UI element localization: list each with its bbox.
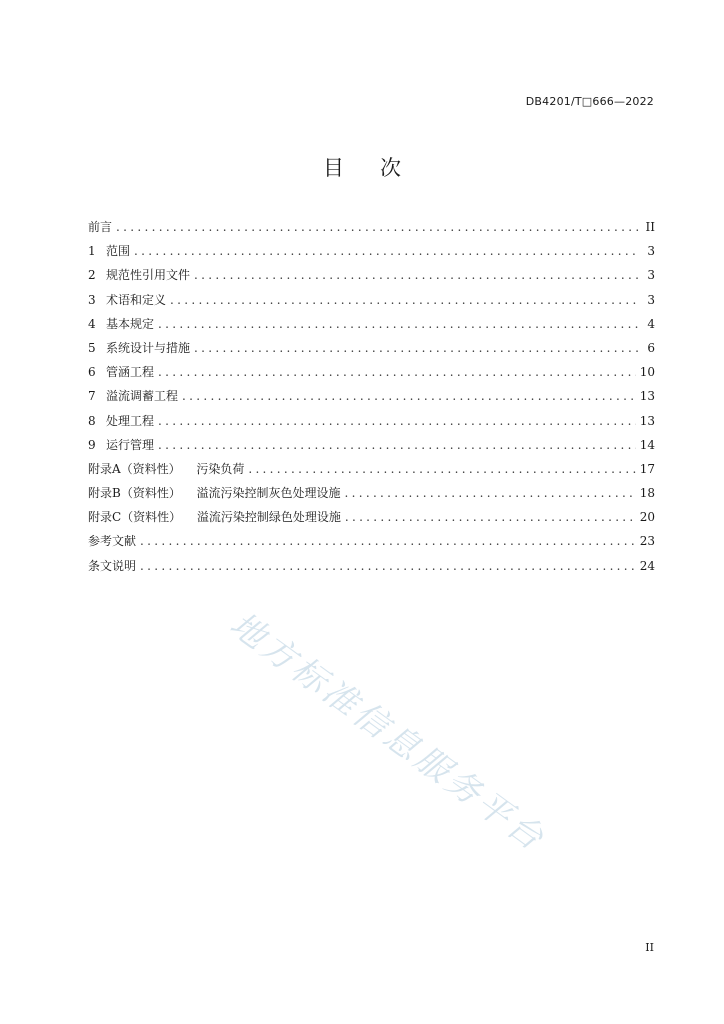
toc-entry-page: 20 (639, 510, 655, 525)
toc-entry-page: 17 (639, 461, 655, 476)
toc-entry[interactable] (88, 508, 655, 532)
toc-entry[interactable] (88, 436, 655, 460)
toc-entry-page: 24 (639, 558, 655, 573)
toc-entry[interactable] (88, 218, 655, 242)
toc-dot-leader (140, 534, 636, 548)
toc-entry-number: 7 (88, 389, 96, 404)
toc-dot-leader (170, 293, 639, 307)
toc-entry-label: 运行管理 (106, 437, 155, 452)
watermark: 地方标准信息服务平台 (222, 604, 554, 861)
toc-entry-page: 3 (647, 292, 655, 307)
toc-dot-leader (345, 510, 636, 524)
toc-entry-number: 8 (88, 413, 96, 428)
toc-entry-separator (181, 486, 189, 500)
toc-entry-label: 参考文献 (88, 534, 137, 549)
toc-entry-label: 处理工程 (106, 413, 155, 428)
toc-entry[interactable] (88, 460, 655, 484)
toc-dot-leader (194, 341, 639, 355)
toc-entry-number: 9 (88, 437, 96, 452)
toc-entry-label: 溢流调蓄工程 (106, 389, 179, 404)
table-of-contents (88, 218, 655, 581)
toc-dot-leader (158, 438, 636, 452)
toc-dot-leader (248, 462, 635, 476)
toc-dot-leader (158, 317, 639, 331)
toc-entry-number: 3 (88, 292, 96, 307)
page-number: II (645, 941, 654, 954)
toc-entry[interactable] (88, 412, 655, 436)
toc-entry-page: 10 (639, 365, 655, 380)
toc-entry-number: 4 (88, 316, 96, 331)
toc-entry-number: 2 (88, 268, 96, 283)
toc-entry-label: 附录A（资料性） (88, 461, 181, 476)
toc-entry-label: 范围 (106, 244, 131, 259)
toc-entry-label: 系统设计与措施 (106, 340, 191, 355)
toc-entry[interactable] (88, 363, 655, 387)
toc-entry[interactable] (88, 387, 655, 411)
toc-entry[interactable] (88, 339, 655, 363)
toc-dot-leader (140, 559, 636, 573)
toc-entry-page: 23 (639, 534, 655, 549)
toc-dot-leader (158, 365, 636, 379)
toc-entry-sublabel: 溢流污染控制绿色处理设施 (196, 510, 341, 525)
toc-entry[interactable] (88, 242, 655, 266)
toc-entry-page: II (645, 220, 655, 234)
toc-entry-page: 3 (647, 268, 655, 283)
toc-entry-number: 6 (88, 365, 96, 380)
toc-entry[interactable] (88, 291, 655, 315)
toc-entry[interactable] (88, 532, 655, 556)
toc-entry-label: 附录B（资料性） (88, 486, 181, 501)
toc-entry[interactable] (88, 315, 655, 339)
toc-dot-leader (344, 486, 635, 500)
toc-entry-page: 18 (639, 486, 655, 501)
toc-entry[interactable] (88, 484, 655, 508)
toc-entry-label: 管涵工程 (106, 365, 155, 380)
toc-entry-page: 6 (647, 340, 655, 355)
toc-entry-label: 条文说明 (88, 558, 137, 573)
toc-entry-label: 规范性引用文件 (106, 268, 191, 283)
toc-dot-leader (158, 414, 636, 428)
toc-dot-leader (182, 389, 636, 403)
toc-entry[interactable] (88, 266, 655, 290)
toc-entry-page: 13 (639, 413, 655, 428)
toc-entry-sublabel: 溢流污染控制灰色处理设施 (196, 486, 341, 501)
toc-entry-page: 14 (639, 437, 655, 452)
toc-entry-number: 1 (88, 244, 96, 259)
toc-title: 目次 (323, 156, 437, 180)
toc-entry-label: 附录C（资料性） (88, 510, 182, 525)
toc-entry-page: 3 (647, 244, 655, 259)
toc-entry-label: 术语和定义 (106, 292, 167, 307)
toc-entry-page: 4 (647, 316, 655, 331)
toc-entry-sublabel: 污染负荷 (196, 461, 245, 476)
toc-entry-page: 13 (639, 389, 655, 404)
document-code: DB4201/T□666—2022 (525, 95, 654, 108)
toc-entry[interactable] (88, 557, 655, 581)
toc-entry-label: 基本规定 (106, 316, 155, 331)
toc-dot-leader (116, 220, 639, 234)
toc-dot-leader (134, 244, 639, 258)
toc-dot-leader (194, 268, 639, 282)
toc-entry-number: 5 (88, 340, 96, 355)
toc-entry-separator (181, 510, 189, 524)
toc-entry-separator (181, 462, 189, 476)
toc-entry-label: 前言 (88, 220, 113, 234)
